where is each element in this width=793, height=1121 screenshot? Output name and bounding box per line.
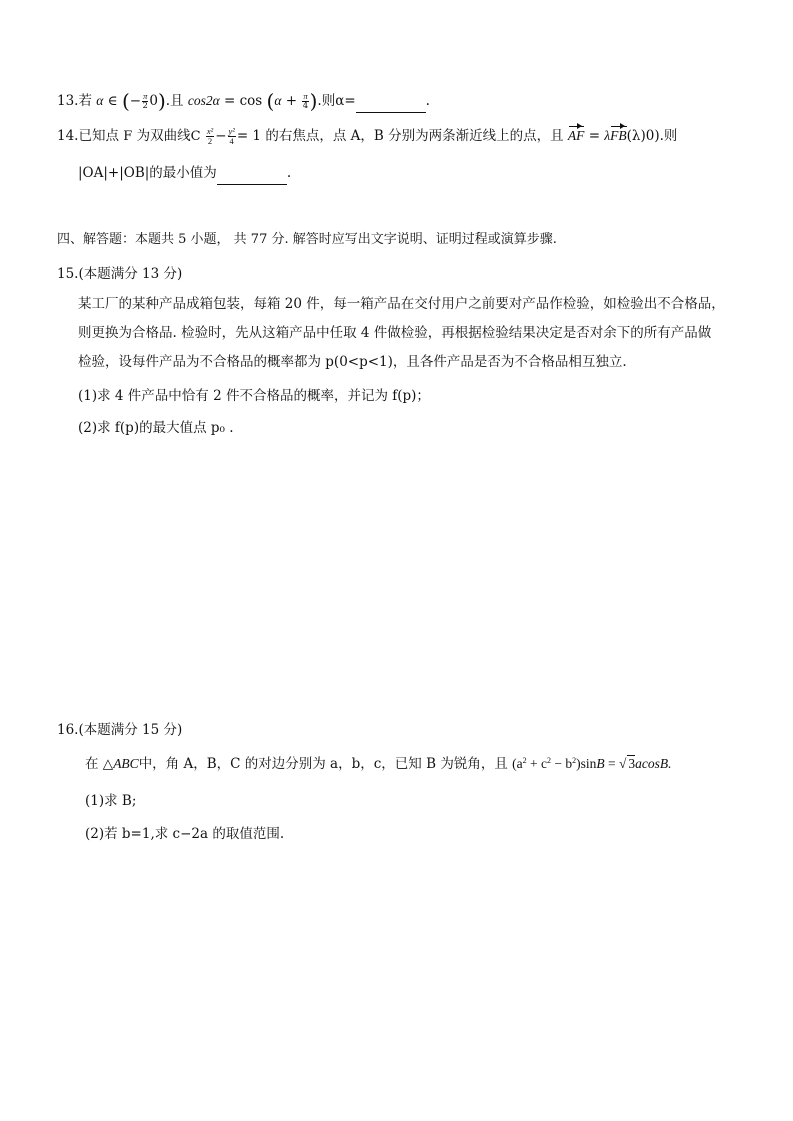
q15-paragraph-line2: 则更换为合格品. 检验时，先从这箱产品中任取 4 件做检验，再根据检验结果决定是否对余下的所有产品做 bbox=[78, 325, 712, 341]
q13-if-text: 若 bbox=[78, 93, 92, 109]
q13-frac-pi-2: $\frac{\pi}{2}$ bbox=[142, 91, 148, 111]
q16-B: B bbox=[596, 756, 605, 771]
question-14 bbox=[57, 124, 677, 146]
q16-expr-b: − b bbox=[550, 756, 573, 771]
q16-expr-c: + c bbox=[526, 756, 547, 771]
q16-eq: = bbox=[604, 756, 619, 771]
q13-end: . bbox=[425, 93, 430, 109]
q13-lparen: ( bbox=[121, 89, 130, 113]
q16-ABC: ABC bbox=[113, 756, 139, 771]
q14-vector-FB: FB bbox=[610, 128, 627, 143]
q13-rparen: ) bbox=[157, 89, 166, 113]
q14-end: . bbox=[286, 165, 292, 181]
q13-in: ∈ bbox=[107, 93, 118, 109]
q14-frac-y2-4: $\frac{\text{y²}}{4}$ bbox=[228, 126, 235, 146]
q16-sqrt3: 3 bbox=[628, 756, 636, 771]
q13-eq: = bbox=[224, 93, 236, 109]
q13-rparen2: ) bbox=[309, 89, 318, 113]
q14-is-text: 为双曲线 bbox=[136, 128, 191, 144]
q16-expr-sin: )sin bbox=[576, 756, 597, 771]
q13-then: .则 bbox=[317, 93, 336, 109]
q16-subquestion-1: (1)求 B; bbox=[85, 793, 137, 809]
q14-known-text: 已知点 bbox=[78, 128, 119, 144]
q16-equation: $(a^2 + c^2 - b^2)\sin B$ = √ 3acosB. bbox=[512, 756, 672, 771]
q14-eq-one: = 1 bbox=[236, 128, 262, 144]
q14-eq: = bbox=[588, 128, 600, 144]
q14-answer-blank[interactable] bbox=[217, 168, 287, 185]
q14-minus: − bbox=[215, 128, 227, 144]
q16-header: 16.(本题满分 15 分) bbox=[57, 722, 183, 738]
q13-cos: cos bbox=[239, 93, 263, 109]
q13-alpha-plain: α bbox=[335, 93, 345, 109]
question-14-line2 bbox=[78, 161, 291, 185]
q13-alpha2: α bbox=[274, 93, 282, 108]
q14-focus-text: 的右焦点，点 A，B 分别为两条渐近线上的点，且 bbox=[265, 128, 564, 144]
q13-lparen2: ( bbox=[266, 89, 275, 113]
q14-F: F bbox=[123, 129, 133, 144]
q13-cos2a: cos2α bbox=[187, 93, 220, 108]
q16-given-text: 中，角 A，B，C 的对边分别为 a，b，c，已知 B 为锐角，且 bbox=[138, 756, 508, 772]
q13-neg: − bbox=[129, 93, 142, 109]
q15-paragraph-line1: 某工厂的某种产品成箱包装，每箱 20 件，每一箱产品在交付用户之前要对产品作检验，如检验出不合格品， bbox=[78, 296, 725, 312]
q13-alpha: α bbox=[96, 93, 104, 108]
q14-vector-AF: AF bbox=[567, 128, 585, 143]
section-4-heading: 四、解答题：本题共 5 小题， 共 77 分. 解答时应写出文字说明、证明过程或演算步骤. bbox=[57, 232, 557, 247]
q13-frac-pi-4: $\frac{\pi}{4}$ bbox=[302, 91, 309, 111]
q13-plus: + bbox=[285, 93, 298, 109]
q16-acos: acos bbox=[635, 756, 660, 771]
q13-and: .且 bbox=[165, 93, 184, 109]
question-13 bbox=[57, 89, 430, 113]
q15-header: 15.(本题满分 13 分) bbox=[57, 266, 183, 282]
q13-answer-blank[interactable] bbox=[356, 96, 426, 113]
q15-subquestion-1: (1)求 4 件产品中恰有 2 件不合格品的概率，并记为 f(p)； bbox=[78, 388, 430, 404]
q16-paragraph bbox=[85, 752, 672, 772]
q16-sqrt-sign: √ bbox=[618, 756, 627, 771]
q14-C: C bbox=[190, 129, 201, 144]
q14-minimum-text: |OA|+|OB|的最小值为 bbox=[78, 165, 217, 181]
q16-triangle: 在 △ bbox=[85, 756, 114, 772]
q14-condition: (λ)0).则 bbox=[626, 128, 678, 144]
q14-lambda: λ bbox=[604, 128, 611, 143]
q16-expr-a: (a bbox=[512, 756, 523, 771]
q16-B2: B. bbox=[659, 756, 672, 771]
q14-frac-x2-2: $\frac{\text{x²}}{2}$ bbox=[206, 126, 214, 146]
q14-number: 14. bbox=[57, 128, 79, 144]
q16-subquestion-2: (2)若 b=1,求 c−2a 的取值范围. bbox=[85, 826, 285, 842]
q13-number: 13. bbox=[57, 93, 79, 109]
q15-paragraph-line3: 检验，设每件产品为不合格品的概率都为 p(0<p<1)，且各件产品是否为不合格品相互独立. bbox=[78, 354, 627, 370]
q13-zero: 0 bbox=[149, 93, 158, 109]
q15-subquestion-2: (2)求 f(p)的最大值点 p₀ . bbox=[78, 420, 234, 436]
q13-eq2: = bbox=[344, 93, 356, 109]
